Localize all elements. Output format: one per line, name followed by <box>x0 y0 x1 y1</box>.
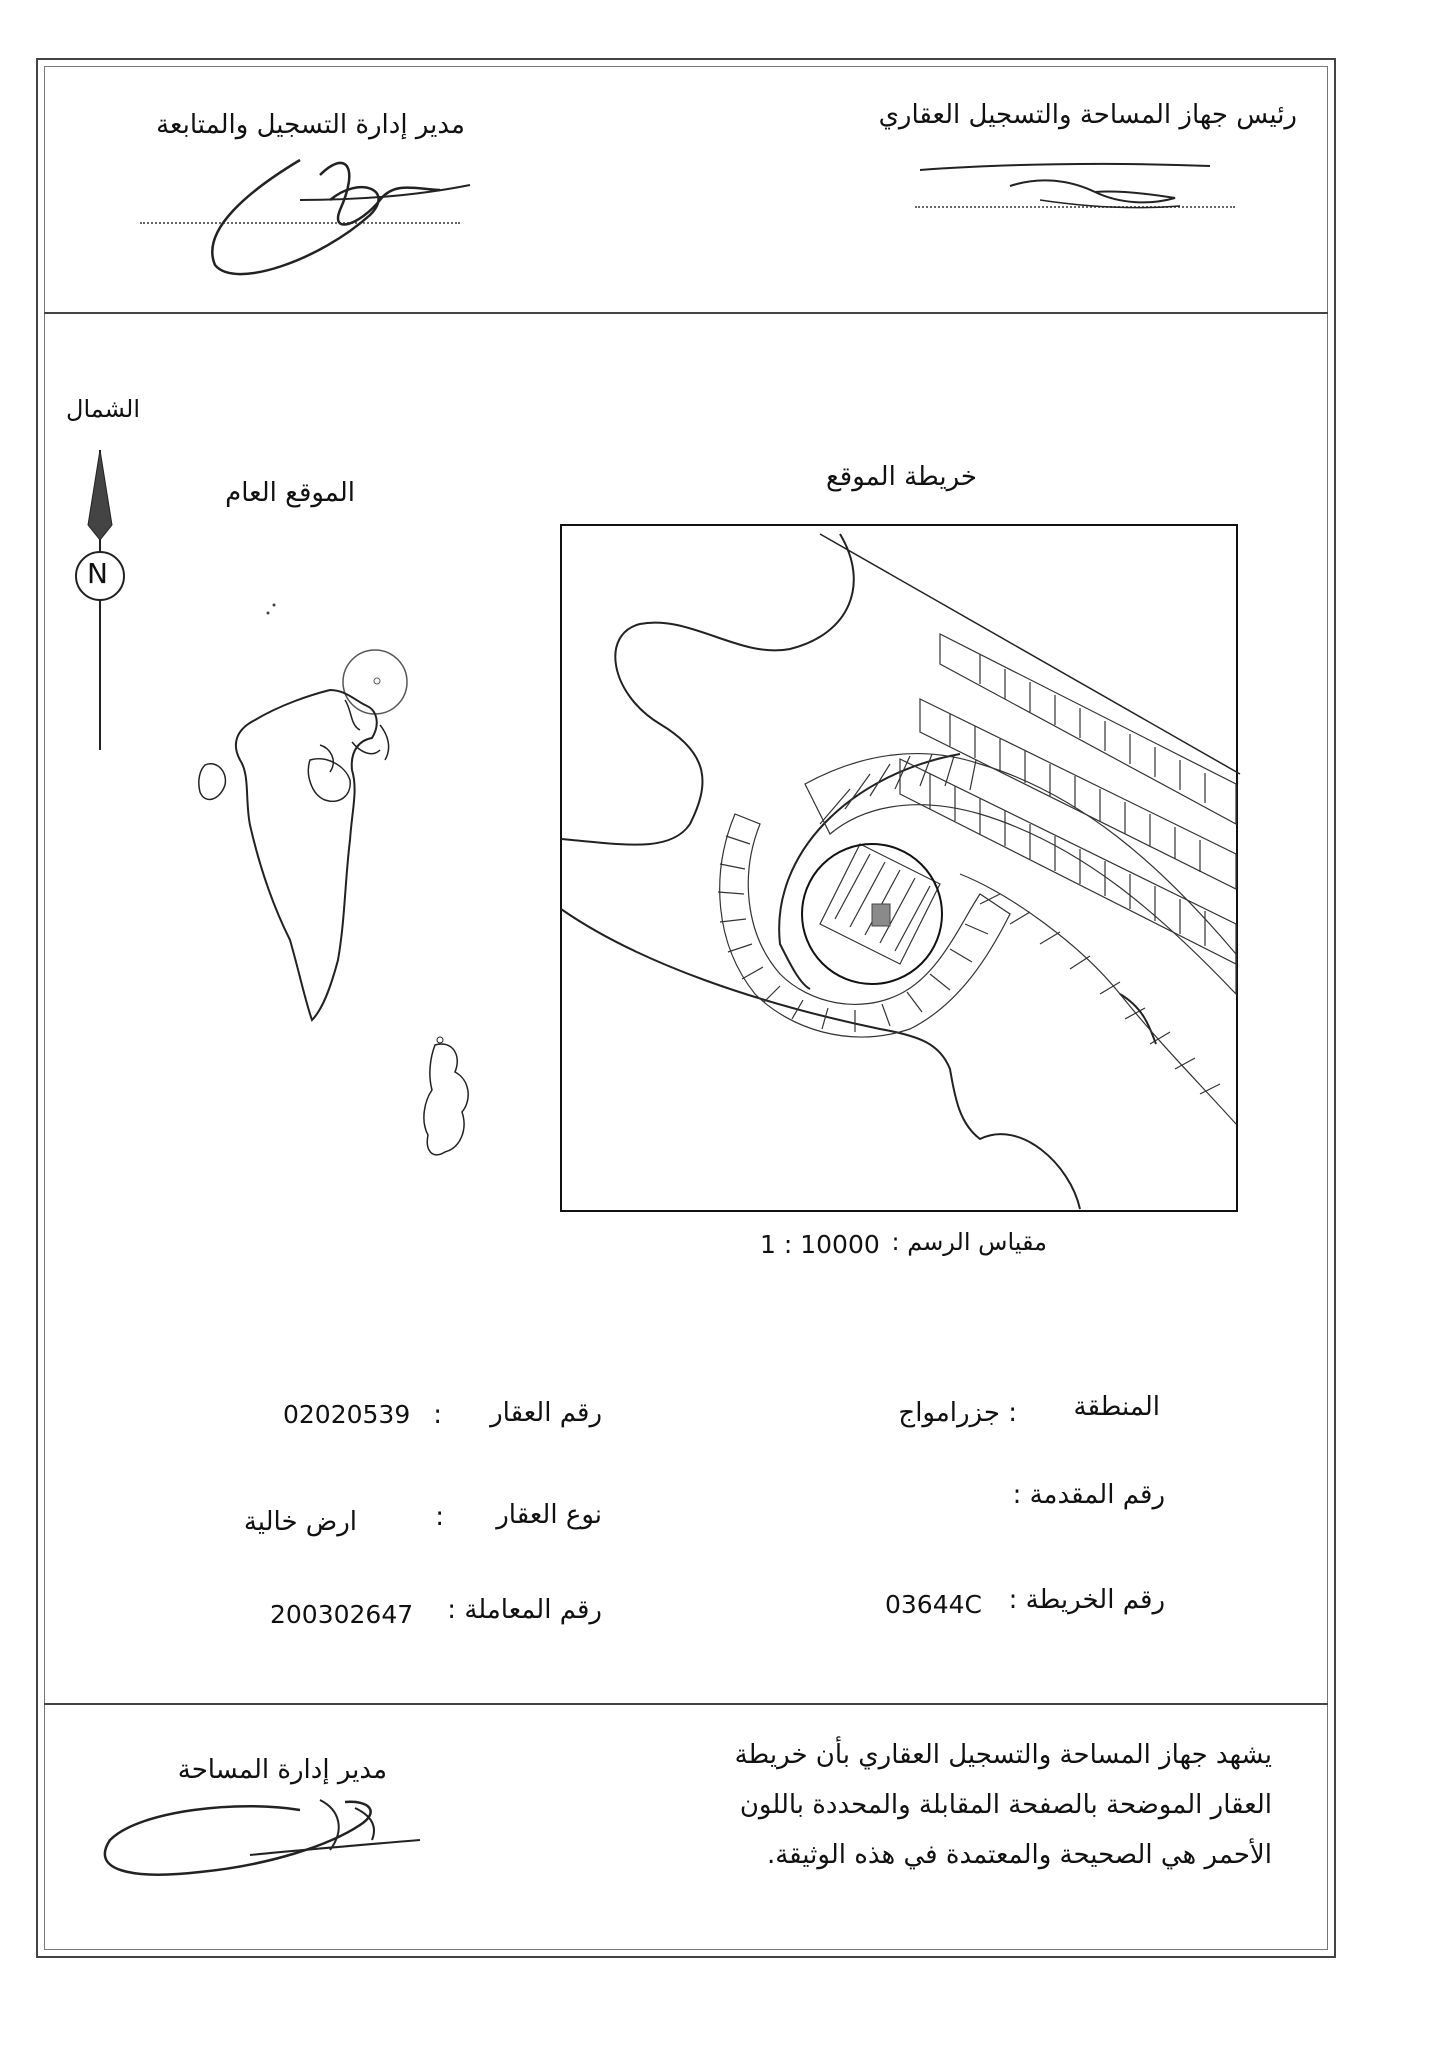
intro-number-label: رقم المقدمة : <box>1012 1480 1165 1510</box>
colon: : <box>433 1400 442 1430</box>
general-location-title: الموقع العام <box>225 478 355 508</box>
certification-line-3: الأحمر هي الصحيحة والمعتمدة في هذه الوثيقة. <box>766 1840 1272 1870</box>
north-letter: N <box>87 557 108 590</box>
location-map-title: خريطة الموقع <box>825 462 977 492</box>
region-value: : جزرامواج <box>898 1398 1017 1428</box>
property-number-label: رقم العقار <box>490 1398 602 1428</box>
north-label: الشمال <box>66 395 141 423</box>
region-label: المنطقة <box>1073 1392 1160 1422</box>
map-number-label: رقم الخريطة : <box>1008 1585 1165 1615</box>
colon: : <box>435 1502 444 1532</box>
scale-label: مقياس الرسم : <box>891 1228 1047 1256</box>
property-type-label: نوع العقار <box>496 1500 602 1530</box>
property-type-value: ارض خالية <box>243 1507 357 1537</box>
transaction-number-value: 200302647 <box>270 1600 414 1629</box>
transaction-number-label: رقم المعاملة : <box>447 1595 602 1625</box>
property-number-value: 02020539 <box>283 1400 411 1429</box>
certification-line-1: يشهد جهاز المساحة والتسجيل العقاري بأن خريطة <box>734 1740 1272 1770</box>
survey-director-title: مدير إدارة المساحة <box>177 1755 387 1785</box>
certification-line-2: العقار الموضحة بالصفحة المقابلة والمحددة باللون <box>739 1790 1272 1820</box>
head-of-survey-title: رئيس جهاز المساحة والتسجيل العقاري <box>878 100 1297 130</box>
registration-director-title: مدير إدارة التسجيل والمتابعة <box>156 110 465 140</box>
map-number-value: 03644C <box>885 1590 982 1619</box>
scale-value: 1 : 10000 <box>760 1230 880 1259</box>
